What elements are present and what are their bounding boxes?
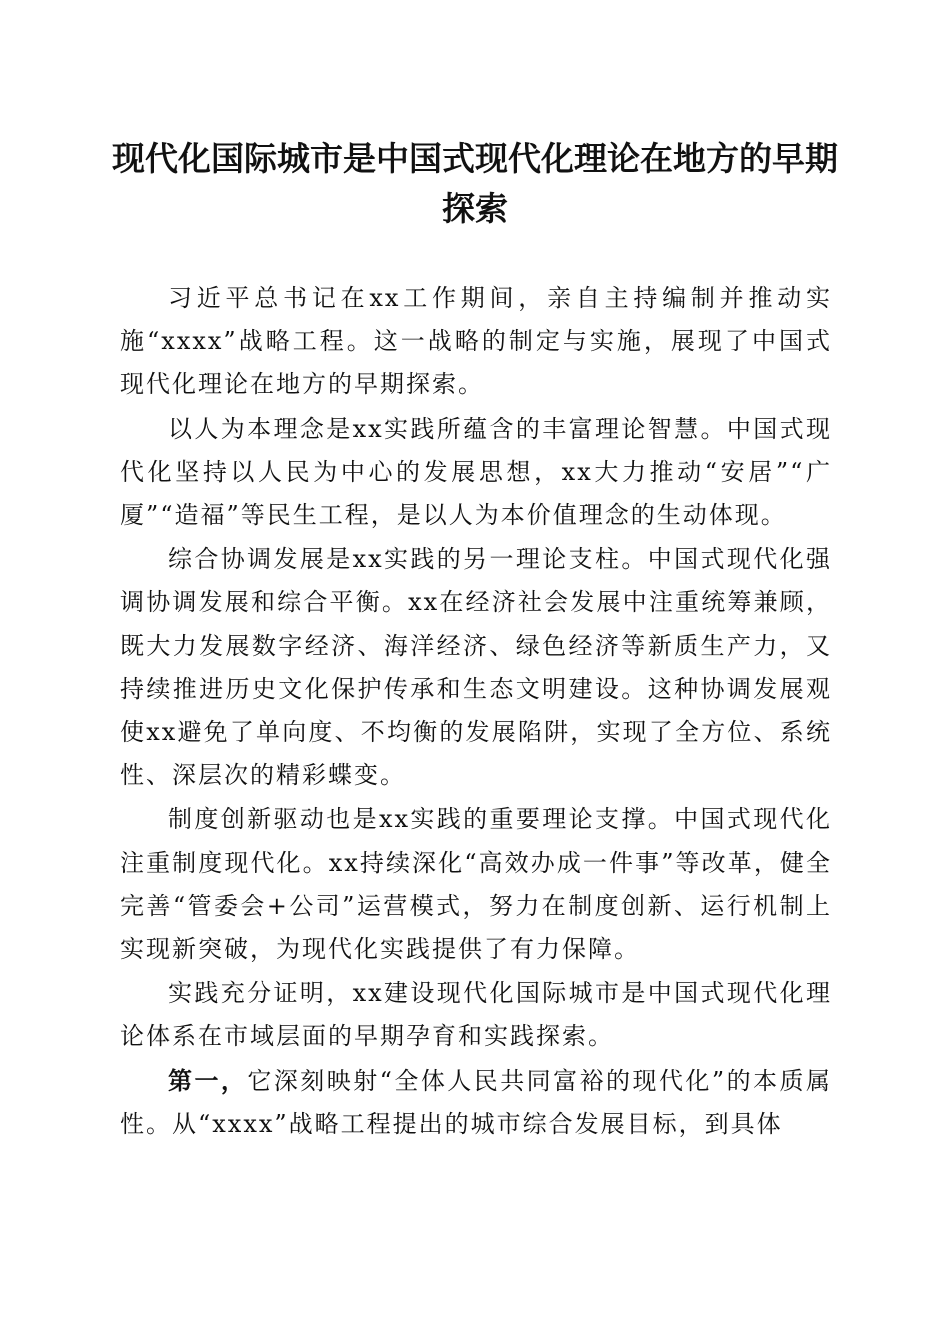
paragraph-5 bbox=[120, 971, 832, 1058]
paragraph-text: 综合协调发展是xx实践的另一理论支柱。中国式现代化强调协调发展和综合平衡。xx在经济社会发展中注重统筹兼顾，既大力发展数字经济、海洋经济、绿色经济等新质生产力，又持续推进历史文化保护传承和生态文明建设。这种协调发展观使xx避免了单向度、不均衡的发展陷阱，实现了全方位、系统性、深层次的精彩蝶变。 bbox=[120, 545, 832, 790]
paragraph-2 bbox=[120, 407, 832, 538]
paragraph-3 bbox=[120, 537, 832, 797]
paragraph-text: 制度创新驱动也是xx实践的重要理论支撑。中国式现代化注重制度现代化。xx持续深化“高效办成一件事”等改革，健全完善“管委会+公司”运营模式，努力在制度创新、运行机制上实现新突破，为现代化实践提供了有力保障。 bbox=[120, 805, 832, 964]
paragraph-1 bbox=[120, 276, 832, 407]
paragraph-text: 习近平总书记在xx工作期间，亲自主持编制并推动实施“xxxx”战略工程。这一战略的制定与实施，展现了中国式现代化理论在地方的早期探索。 bbox=[120, 284, 832, 399]
paragraph-text: 以人为本理念是xx实践所蕴含的丰富理论智慧。中国式现代化坚持以人民为中心的发展思想，xx大力推动“安居”“广厦”“造福”等民生工程，是以人为本价值理念的生动体现。 bbox=[120, 414, 832, 530]
document-title: 现代化国际城市是中国式现代化理论在地方的早期探索 bbox=[112, 139, 838, 228]
paragraph-text: 它深刻映射“全体人民共同富裕的现代化”的本质属性。从“xxxx”战略工程提出的城市综合发展目标，到具体 bbox=[120, 1066, 832, 1138]
document-body bbox=[120, 276, 832, 1146]
paragraph-6 bbox=[120, 1059, 832, 1146]
paragraph-text: 实践充分证明，xx建设现代化国际城市是中国式现代化理论体系在市域层面的早期孕育和实践探索。 bbox=[120, 979, 832, 1051]
paragraph-lead: 第一， bbox=[168, 1065, 248, 1095]
paragraph-4 bbox=[120, 797, 832, 971]
